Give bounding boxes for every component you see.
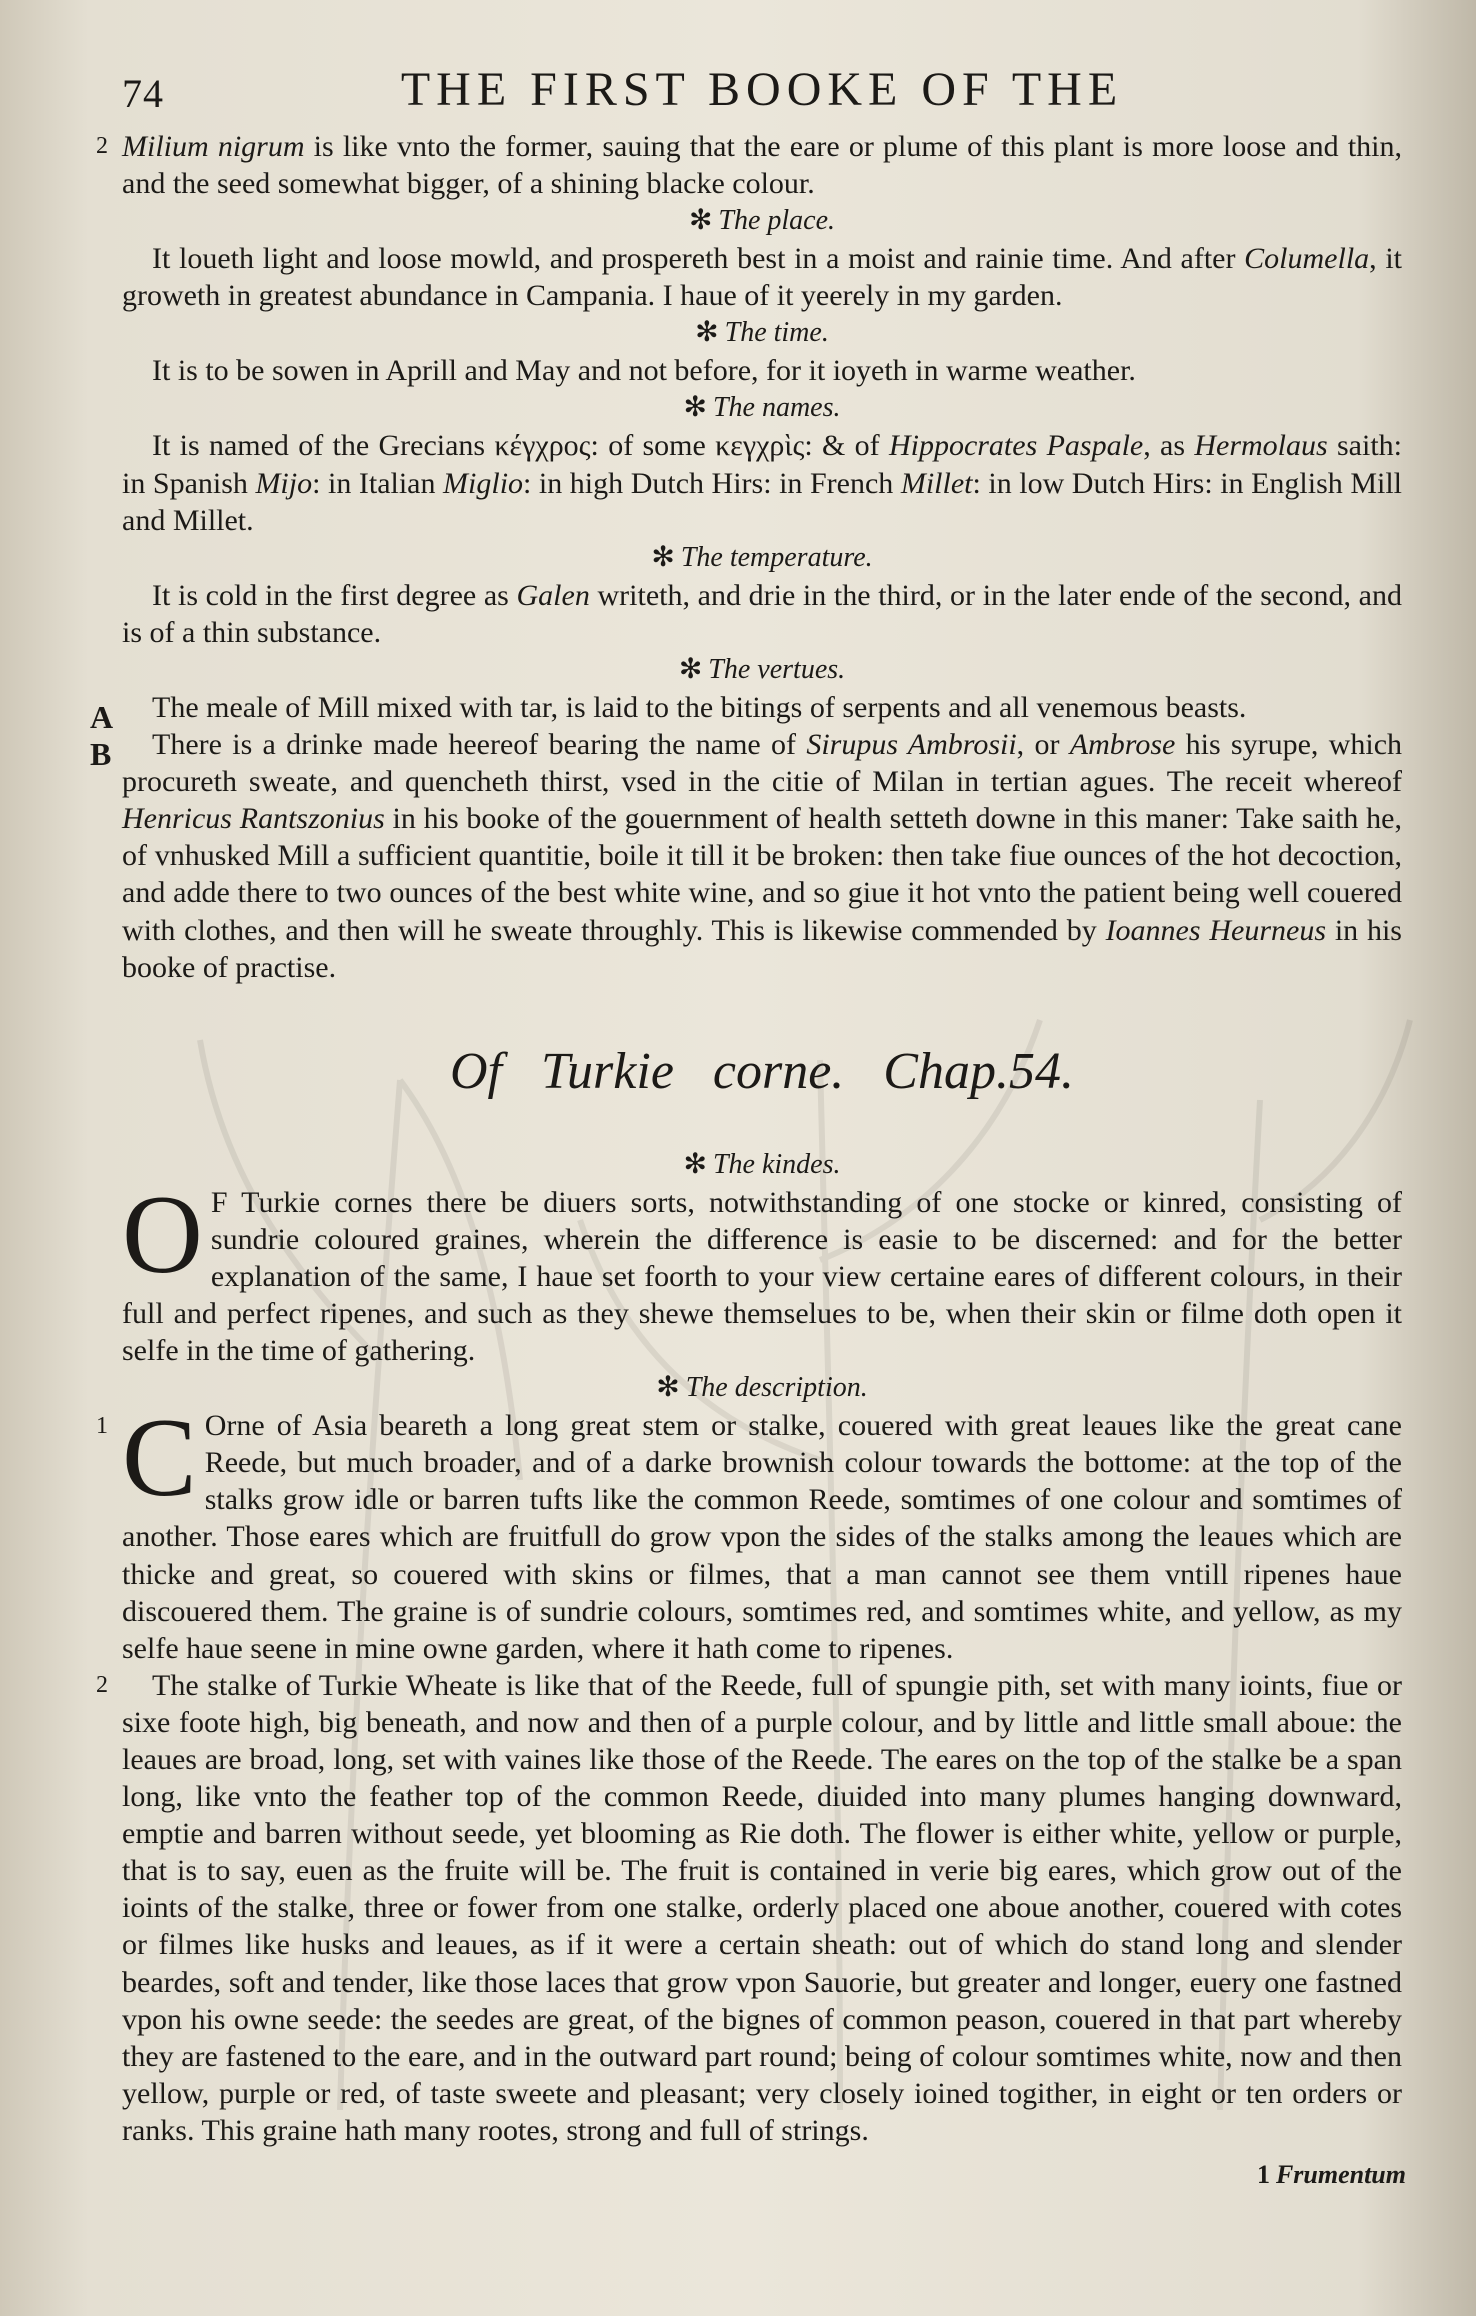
- asterism-icon: ✻: [678, 653, 703, 685]
- section-heading: [122, 1146, 1402, 1184]
- time-text: It is to be sowen in Aprill and May and not before, for it ioyeth in warme weather.: [152, 354, 1136, 388]
- item-2-paragraph: [96, 128, 1402, 202]
- chapter-number: Chap.54.: [883, 1042, 1074, 1100]
- chapter-title: [122, 1032, 1402, 1112]
- asterism-icon: ✻: [683, 392, 707, 424]
- names-text: , as: [1143, 429, 1195, 463]
- temperature-paragraph: [122, 577, 1402, 651]
- vertue-b-text: in his booke of the gouernment of health setteth downe in this maner: Take saith he, of vnhusked Mill a sufficient quantitie, boile it till it be broken: then take fiue ounces of the hot decoction, and adde there to two ounces of the best white wine, and so giue it hot vnto the patient being well couered with clothes, and then will he sweate throughly. This is likewise commended by: [122, 802, 1403, 947]
- running-head: [122, 62, 1402, 128]
- text-block: [90, 62, 1403, 2149]
- remedy-name: Sirupus Ambrosii: [806, 728, 1017, 762]
- section-heading: [122, 314, 1402, 352]
- names-text: saith: in Spanish: [122, 429, 1402, 500]
- asterism-icon: ✻: [683, 1148, 707, 1180]
- asterism-icon: ✻: [651, 541, 675, 573]
- section-heading: [122, 389, 1402, 427]
- time-paragraph: [122, 352, 1402, 389]
- kindes-paragraph: F Turkie cornes there be diuers sorts, notwithstanding of one stocke or kinred, consisting of sundrie coloured graines, wherein the difference is easie to be discerned: and for the better explanation of the same, I haue set foorth to your view certaine eares of different colours, in their full and perfect ripenes, and such as they shewe themselues to be, when their skin or filme doth open it selfe in the time of gathering.: [122, 1185, 1402, 1368]
- section-heading: [122, 1369, 1402, 1407]
- description-2-paragraph: [96, 1667, 1402, 2149]
- heading-time: The time.: [724, 317, 829, 349]
- names-text: : in Italian: [312, 466, 444, 500]
- asterism-icon: ✻: [695, 317, 719, 349]
- chapter-name: Of Turkie corne.: [450, 1042, 845, 1100]
- heading-description: The description.: [685, 1372, 868, 1404]
- foreign-name: Miglio: [443, 466, 524, 500]
- item-number: 2: [96, 133, 108, 159]
- asterism-icon: ✻: [656, 1372, 680, 1404]
- section-heading: [122, 539, 1402, 577]
- vertue-b-text: , or: [1016, 728, 1070, 762]
- vertue-b-text: his syrupe, which procureth sweate, and quencheth thirst, vsed in the citie of Milan in tertian agues. The receit whereof: [122, 728, 1403, 799]
- heading-temperature: The temperature.: [680, 541, 873, 573]
- catchword: [1257, 2160, 1406, 2190]
- foreign-name: Mijo: [255, 466, 313, 500]
- section-heading: [122, 202, 1402, 240]
- description-1-paragraph: Orne of Asia beareth a long great stem or stalke, couered with great leaues like the great cane Reede, but much broader, and of a darke brownish colour towards the bottome: at the top of the stalks grow idle or barren tufts like the common Reede, somtimes of one colour and somtimes of another. Those eares which are fruitfull do grow vpon the sides of the stalks among the leaues which are thicke and great, so couered with skins or filmes, that a man cannot see them vntill ripenes haue discouered them. The graine is of sundrie colours, somtimes red, and somtimes white, and yellow, as my selfe haue seene in mine owne garden, where it hath come to ripenes.: [122, 1409, 1402, 1665]
- asterism-icon: ✻: [688, 205, 713, 237]
- place-paragraph: [122, 240, 1402, 314]
- item-2-text: is like vnto the former, sauing that the eare or plume of this plant is more loose and thin, and the seed somewhat bigger, of a shining blacke colour.: [122, 130, 1402, 201]
- names-text: : in high Dutch Hirs: in French: [523, 466, 901, 500]
- description-1-block: [96, 1396, 1402, 1667]
- vertue-b-text: in his booke of practise.: [122, 913, 1402, 984]
- author-name: Hermolaus: [1194, 429, 1328, 463]
- temperature-text: writeth, and drie in the third, or in the later ende of the second, and is of a thin substance.: [122, 578, 1402, 649]
- temperature-text: It is cold in the first degree as: [152, 578, 517, 612]
- kindes-block: [122, 1172, 1402, 1369]
- item-number: 2: [96, 1671, 108, 1698]
- drop-cap-c: C: [122, 1396, 197, 1521]
- vertue-b-paragraph: [90, 726, 1403, 986]
- foreign-name: Millet: [900, 466, 973, 500]
- vertue-a-text: The meale of Mill mixed with tar, is laid to the bitings of serpents and all venemous beasts.: [152, 690, 1247, 724]
- running-title: THE FIRST BOOKE OF THE: [400, 63, 1124, 116]
- drop-cap-o: O: [122, 1172, 203, 1297]
- heading-names: The names.: [712, 392, 841, 424]
- section-heading: [122, 651, 1402, 689]
- author-name: Galen: [516, 578, 590, 612]
- names-text: It is named of the Grecians κέγχρος: of some κεγχρὶς: & of: [152, 429, 889, 463]
- catchword-number: 1: [1256, 2160, 1270, 2189]
- author-name: Columella: [1244, 242, 1370, 276]
- page-number: 74: [122, 71, 164, 116]
- margin-letter-b: B: [90, 736, 112, 773]
- heading-vertues: The vertues.: [708, 653, 846, 685]
- heading-kindes: The kindes.: [712, 1148, 841, 1180]
- catchword-text: Frumentum: [1275, 2160, 1406, 2189]
- description-2-text: The stalke of Turkie Wheate is like that of the Reede, full of spungie pith, set with many ioints, fiue or sixe foote high, big beneath, and now and then of a purple colour, and by little and little small aboue: the leaues are broad, long, set with vaines like those of the Reede. The eares on the top of the stalke be a span long, like vnto the feather top of the common Reede, diuided into many plumes hanging downward, emptie and barren without seede, yet blooming as Rie doth. The flower is either white, yellow or purple, that is to say, euen as the fruite will be. The fruit is contained in verie big eares, which grow out of the ioints of the stalke, three or fower from one stalke, orderly placed one aboue another, couered with cotes or filmes like husks and leaues, as if it were a certain sheath: out of which do stand long and slender beardes, soft and tender, like those laces that grow vpon Sauorie, but greater and longer, euery one fastned vpon his owne seede: the seedes are great, of the bignes of common peason, couered in that part whereby they are fastened to the eare, and in the outward part round; being of colour somtimes white, now and then yellow, purple or red, of taste sweete and pleasant; very closely ioined togither, in eight or ten orders or ranks. This graine hath many rootes, strong and full of strings.: [122, 1668, 1402, 2147]
- margin-letter-a: A: [90, 698, 114, 735]
- author-name: Ioannes Heurneus: [1105, 913, 1327, 947]
- item-number: 1: [96, 1413, 108, 1440]
- remedy-name: Ambrose: [1069, 728, 1176, 762]
- names-paragraph: [122, 427, 1402, 538]
- vertue-b-text: There is a drinke made heereof bearing the name of: [152, 728, 807, 762]
- plant-name: Milium nigrum: [122, 130, 305, 163]
- place-text: It loueth light and loose mowld, and prospereth best in a moist and rainie time. And after: [152, 242, 1245, 276]
- names-text: : in low Dutch Hirs: in English Mill and Millet.: [122, 466, 1402, 537]
- author-name: Henricus Rantszonius: [122, 802, 385, 836]
- author-name: Hippocrates Paspale: [888, 429, 1144, 463]
- place-text-cont: , it groweth in greatest abundance in Campania. I haue of it yeerely in my garden.: [122, 242, 1403, 313]
- heading-place: The place.: [718, 205, 836, 237]
- vertue-a-paragraph: [90, 689, 1402, 735]
